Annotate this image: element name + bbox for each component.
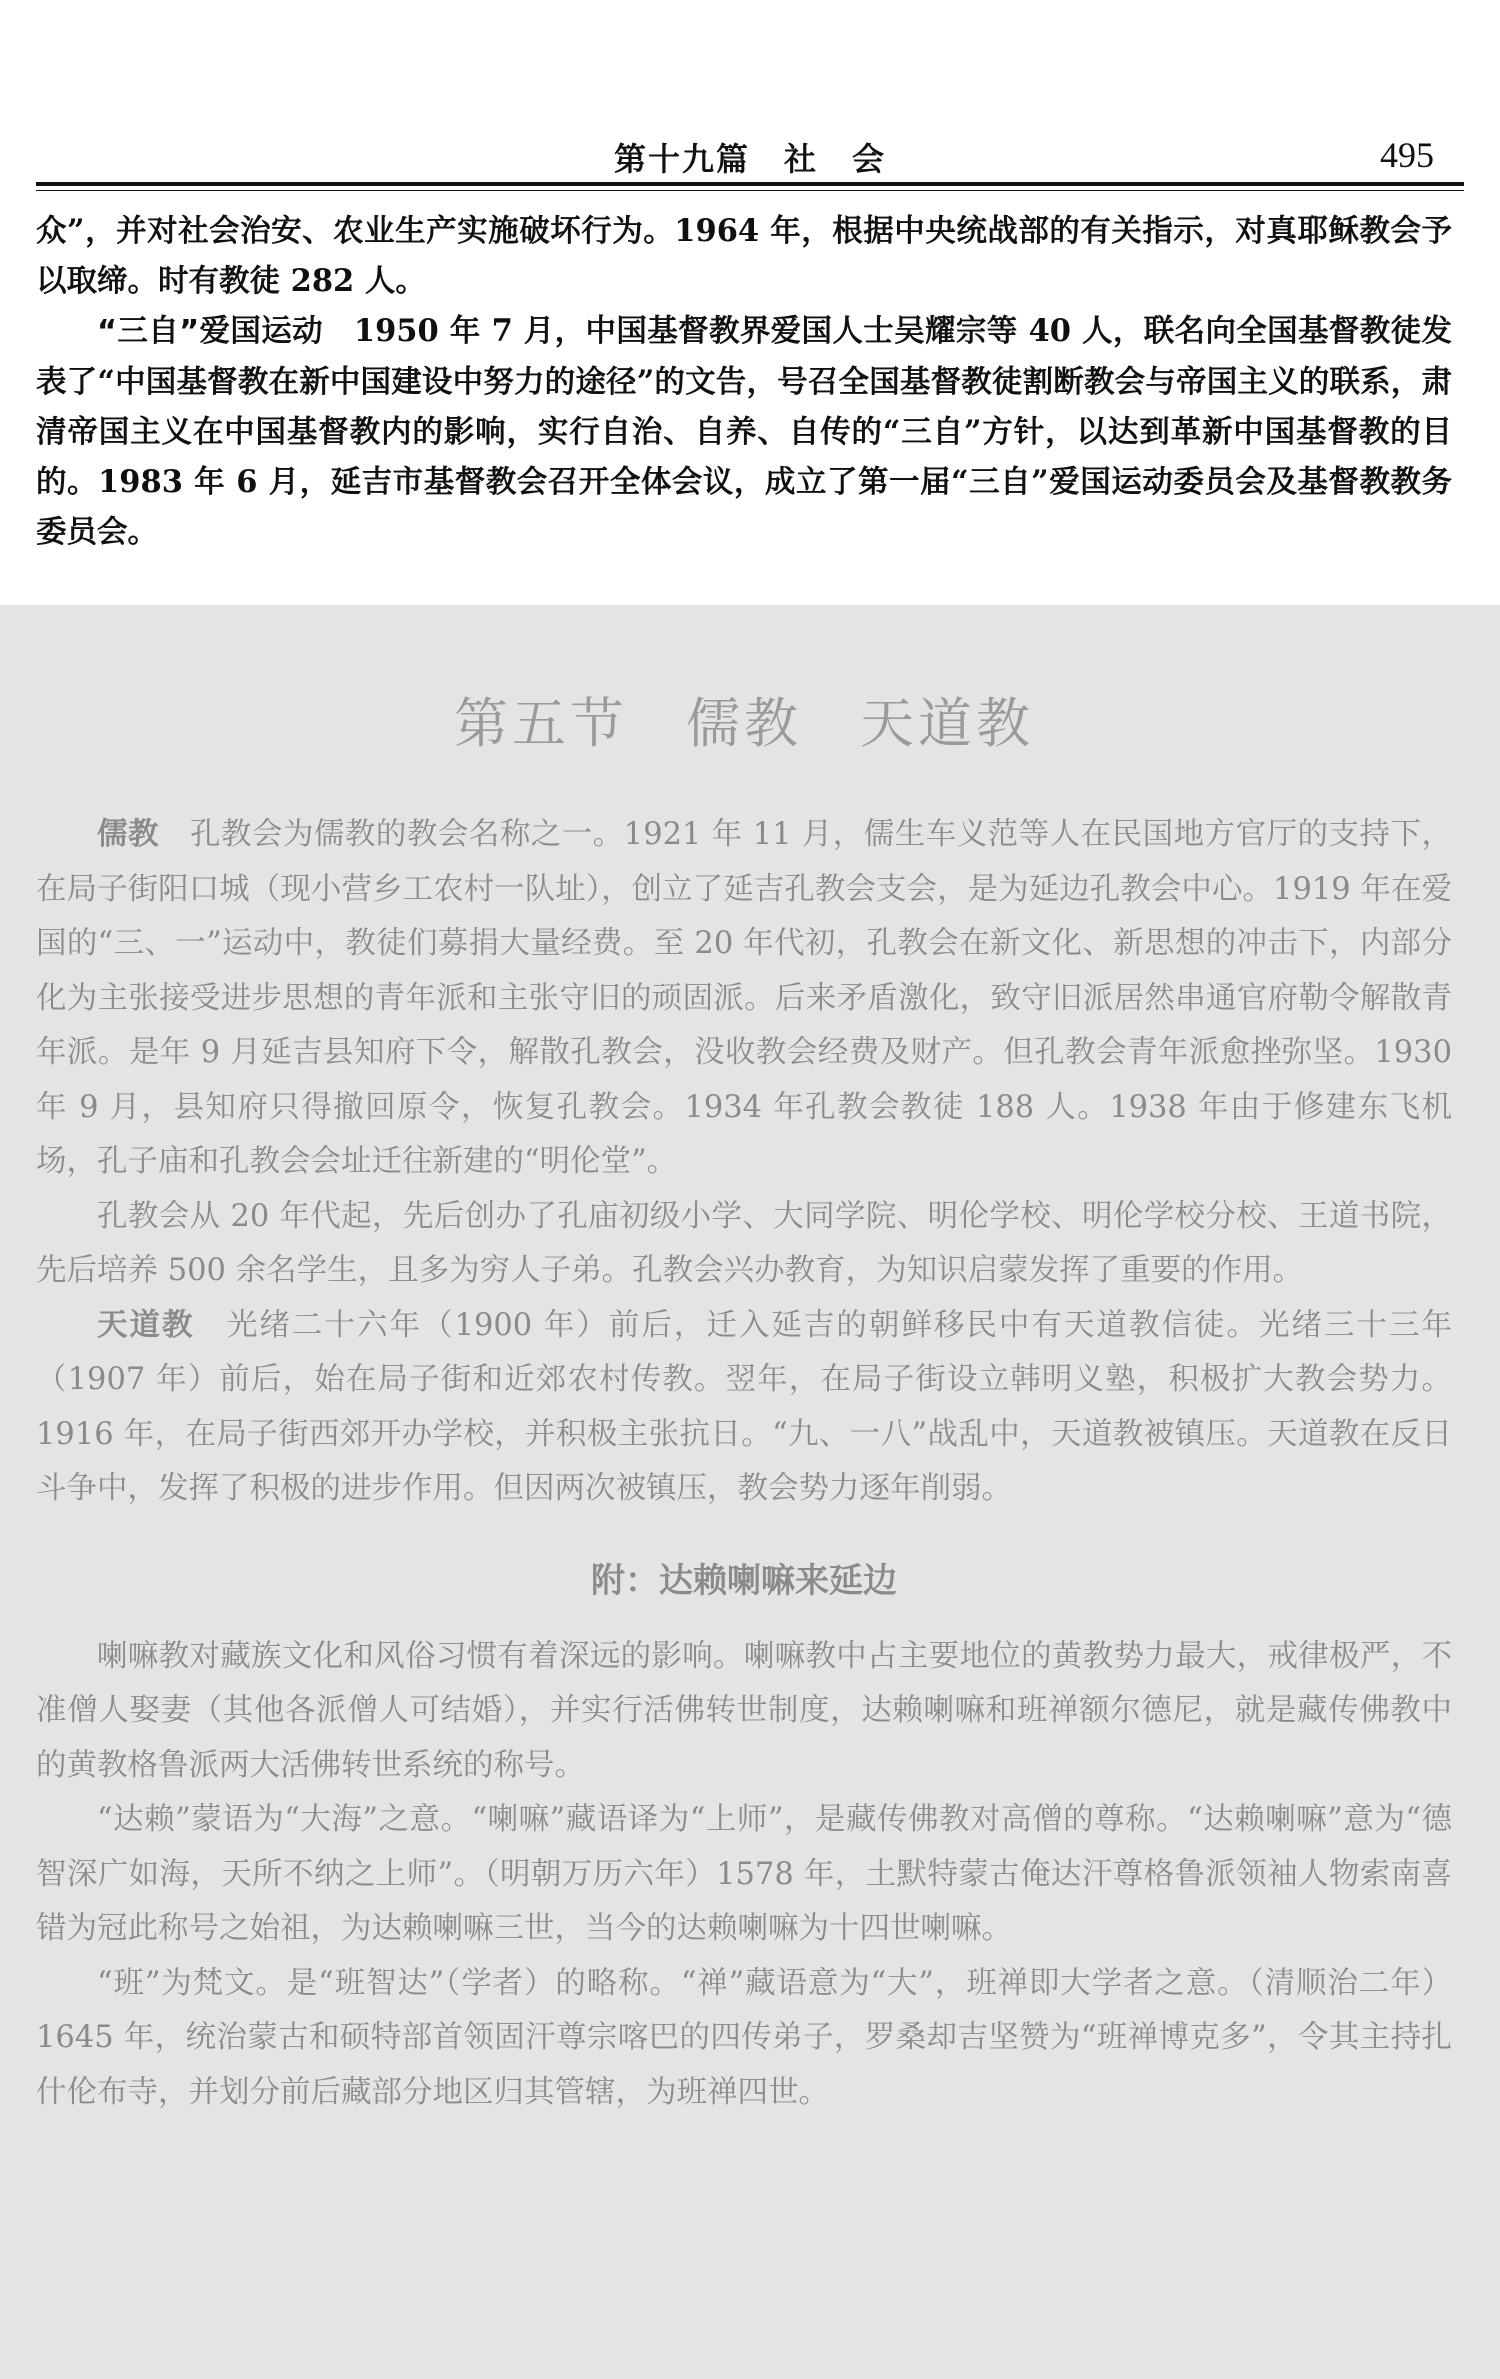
paragraph-body-tiandao: 光绪二十六年（1900 年）前后，迁入延吉的朝鲜移民中有天道教信徒。光绪三十三年（1907 年）前后，始在局子街和近郊农村传教。翌年，在局子街设立韩明义塾，积极扩大教会势力。1916 年，在局子街西郊开办学校，并积极主张抗日。“九、一八”战乱中，天道教被镇压。天道教在反日斗争中，发挥了积极的进步作用。但因两次被镇压，教会势力逐年削弱。 <box>36 1307 1452 1506</box>
page-number: 495 <box>1380 135 1434 175</box>
header-rule-thin <box>36 190 1464 191</box>
top-text-block <box>36 206 1452 557</box>
paragraph-panchen: “班”为梵文。是“班智达”（学者）的略称。“禅”藏语意为“大”，班禅即大学者之意。（清顺治二年）1645 年，统治蒙古和硕特部首领固汗尊宗喀巴的四传弟子，罗桑却吉坚赞为“班禅博克多”，令其主持扎什伦布寺，并划分前后藏部分地区归其管辖，为班禅四世。 <box>36 1965 1452 2110</box>
paragraph-lead-sanzi: “三自”爱国运动 <box>97 314 323 349</box>
paragraph-lead-tiandao: 天道教 <box>97 1307 195 1343</box>
paragraph-rujiao-education: 孔教会从 20 年代起，先后创办了孔庙初级小学、大同学院、明伦学校、明伦学校分校、王道书院，先后培养 500 余名学生，且多为穷人子弟。孔教会兴办教育，为知识启蒙发挥了重要的作用。 <box>36 1198 1452 1288</box>
paragraph-lamaism: 喇嘛教对藏族文化和风俗习惯有着深远的影响。喇嘛教中占主要地位的黄教势力最大，戒律极严，不准僧人娶妻（其他各派僧人可结婚），并实行活佛转世制度，达赖喇嘛和班禅额尔德尼，就是藏传佛教中的黄教格鲁派两大活佛转世系统的称号。 <box>36 1638 1452 1783</box>
paragraph-body-rujiao: 孔教会为儒教的教会名称之一。1921 年 11 月，儒生车义范等人在民国地方官厅的支持下，在局子街阳口城（现小营乡工农村一队址），创立了延吉孔教会支会，是为延边孔教会中心。1919 年在爱国的“三、一”运动中，教徒们募捐大量经费。至 20 年代初，孔教会在新文化、新思想的冲击下，内部分化为主张接受进步思想的青年派和主张守旧的顽固派。后来矛盾激化，致守旧派居然串通官府勒令解散青年派。是年 9 月延吉县知府下令，解散孔教会，没收教会经费及财产。但孔教会青年派愈挫弥坚。1930 年 9 月，县知府只得撤回原令，恢复孔教会。1934 年孔教会教徒 188 人。1938 年由于修建东飞机场，孔子庙和孔教会会址迁往新建的“明伦堂”。 <box>36 817 1453 1179</box>
appendix-title: 附：达赖喇嘛来延边 <box>591 1560 897 1601</box>
paragraph-sanzi <box>36 306 1452 557</box>
paragraph-continued: 众”，并对社会治安、农业生产实施破坏行为。1964 年，根据中央统战部的有关指示，对真耶稣教会予以取缔。时有教徒 282 人。 <box>36 213 1452 299</box>
paragraph-tiandao <box>36 1299 1452 1517</box>
paragraph-dalai: “达赖”蒙语为“大海”之意。“喇嘛”藏语译为“上师”，是藏传佛教对高僧的尊称。“达赖喇嘛”意为“德智深广如海，天所不纳之上师”。（明朝万历六年）1578 年，土默特蒙古俺达汗尊格鲁派领袖人物索南喜错为冠此称号之始祖，为达赖喇嘛三世，当今的达赖喇嘛为十四世喇嘛。 <box>36 1802 1452 1946</box>
header-title: 第十九篇 社 会 <box>613 140 886 178</box>
running-header <box>36 128 1464 188</box>
section-title: 第五节 儒教 天道教 <box>454 692 1034 755</box>
paragraph-rujiao <box>36 808 1452 1190</box>
header-rule <box>36 182 1464 186</box>
paragraph-lead-rujiao: 儒教 <box>97 817 159 852</box>
highlighted-section <box>0 605 1500 2379</box>
paragraph-body-sanzi: 1950 年 7 月，中国基督教界爱国人士吴耀宗等 40 人，联名向全国基督教徒发表了“中国基督教在新中国建设中努力的途径”的文告，号召全国基督教徒割断教会与帝国主义的联系，肃清帝国主义在中国基督教内的影响，实行自治、自养、自传的“三自”方针，以达到革新中国基督教的目的。1983 年 6 月，延吉市基督教会召开全体会议，成立了第一届“三自”爱国运动委员会及基督教教务委员会。 <box>36 313 1452 550</box>
